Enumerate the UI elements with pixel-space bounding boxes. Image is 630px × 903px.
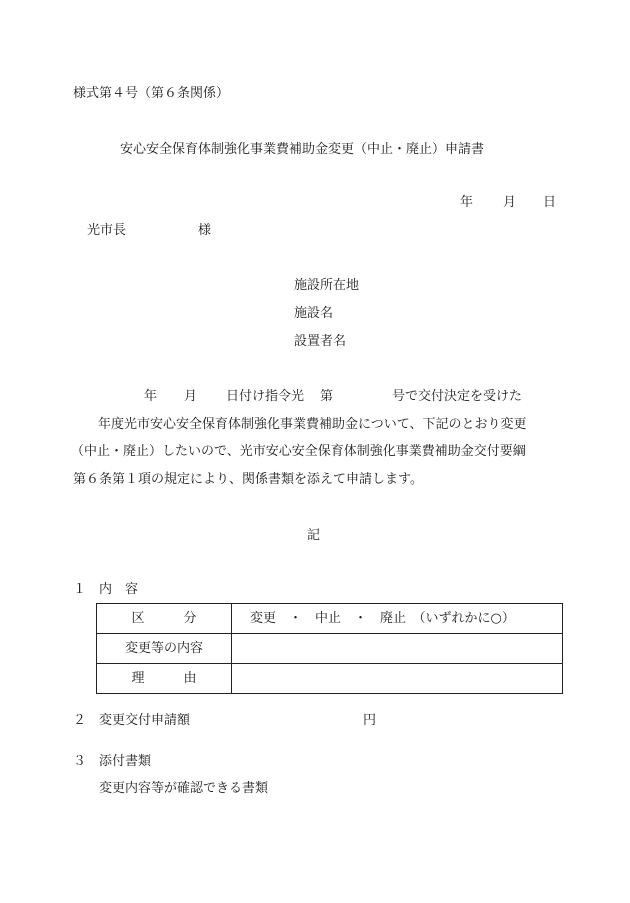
body-line1-dai: 第 [320,389,334,404]
table-row [97,604,563,634]
ki-heading: 記 [307,528,321,543]
contents-table [96,603,563,694]
table-cell-reason-label: 理 由 [97,664,232,694]
addressee-name: 光市長 [87,223,127,238]
table-cell-category-value: 変更 ・ 中止 ・ 廃止 （いずれかに○） [232,604,563,634]
date-month: 月 [503,195,517,210]
applicant-founder-label: 設置者名 [294,334,347,349]
body-line4: 第６条第１項の規定により、関係書類を添えて申請します。 [73,472,423,487]
body-line1-tail: 号で交付決定を受けた [392,389,523,404]
section-2-unit: 円 [363,713,377,728]
section-3-heading: 添付書類 [99,754,152,769]
body-line1-year: 年 [144,389,158,404]
table-row [97,634,563,664]
section-3-number: ３ [73,754,87,769]
applicant-facility-label: 施設名 [294,306,334,321]
applicant-address-label: 施設所在地 [294,278,360,293]
body-line1-month: 月 [184,389,198,404]
section-1-number: １ [73,582,87,597]
date-day: 日 [543,195,557,210]
section-1-heading: 内 容 [99,582,139,597]
body-line1-dayref: 日付け指令光 [226,389,305,404]
section-2-heading: 変更交付申請額 [99,713,191,728]
form-number: 様式第４号（第６条関係） [73,86,230,101]
table-cell-change-content-label: 変更等の内容 [97,634,232,664]
table-cell-change-content-value [232,634,563,664]
section-3-item: 変更内容等が確認できる書類 [99,781,269,796]
document-title: 安心安全保育体制強化事業費補助金変更（中止・廃止）申請書 [120,142,485,157]
table-row [97,664,563,694]
section-2-number: ２ [73,713,87,728]
table-cell-reason-value [232,664,563,694]
body-line2: 年度光市安心安全保育体制強化事業費補助金について、下記のとおり変更 [98,417,527,432]
date-year: 年 [460,195,474,210]
table-cell-category-label: 区 分 [97,604,232,634]
body-line3: （中止・廃止）したいので、光市安心安全保育体制強化事業費補助金交付要綱 [71,444,526,459]
addressee-honorific: 様 [198,223,212,238]
